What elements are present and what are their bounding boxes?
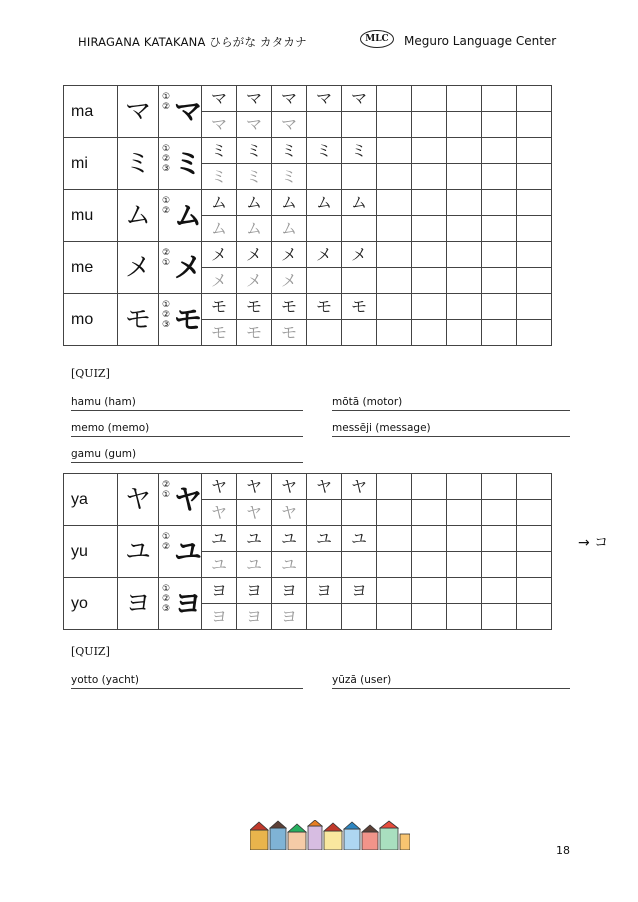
trace-kana: ヤ xyxy=(237,500,272,526)
blank-practice-cell xyxy=(342,500,377,526)
blank-practice-cell xyxy=(517,112,552,138)
blank-practice-cell xyxy=(412,578,447,604)
trace-kana: ヤ xyxy=(272,500,307,526)
blank-practice-cell xyxy=(377,526,412,552)
trace-kana: ミ xyxy=(237,164,272,190)
practice-kana: ミ xyxy=(272,138,307,164)
romaji-label: yu xyxy=(64,526,118,578)
blank-practice-cell xyxy=(412,500,447,526)
page-number: 18 xyxy=(556,844,570,857)
romaji-label: mu xyxy=(64,190,118,242)
blank-practice-cell xyxy=(517,578,552,604)
trace-kana: メ xyxy=(237,268,272,294)
quiz-item: gamu (gum) xyxy=(71,448,303,463)
romaji-label: mo xyxy=(64,294,118,346)
header-center-name: Meguro Language Center xyxy=(404,34,557,48)
kana-row-top xyxy=(64,294,552,320)
blank-practice-cell xyxy=(412,190,447,216)
stroke-order-cell xyxy=(159,578,202,630)
kana-model: ユ xyxy=(118,526,159,578)
stroke-order-kana: メ xyxy=(173,250,202,284)
blank-practice-cell xyxy=(447,294,482,320)
blank-practice-cell xyxy=(377,190,412,216)
blank-practice-cell xyxy=(412,216,447,242)
quiz-label-1: [QUIZ] xyxy=(71,367,110,380)
practice-kana: マ xyxy=(237,86,272,112)
blank-practice-cell xyxy=(377,604,412,630)
practice-kana: ユ xyxy=(342,526,377,552)
blank-practice-cell xyxy=(447,526,482,552)
blank-practice-cell xyxy=(412,552,447,578)
blank-practice-cell xyxy=(517,268,552,294)
blank-practice-cell xyxy=(377,112,412,138)
blank-practice-cell xyxy=(447,164,482,190)
blank-practice-cell xyxy=(517,552,552,578)
stroke-order-numbers: ① ② xyxy=(162,532,171,552)
stroke-order-numbers: ① ② ③ xyxy=(162,300,171,330)
trace-kana: ヤ xyxy=(202,500,237,526)
stroke-order-cell xyxy=(159,190,202,242)
quiz-item: messēji (message) xyxy=(332,422,570,437)
stroke-order-numbers: ② ① xyxy=(162,480,171,500)
trace-kana: モ xyxy=(237,320,272,346)
blank-practice-cell xyxy=(447,190,482,216)
stroke-order-kana: ム xyxy=(173,198,202,232)
trace-kana: メ xyxy=(202,268,237,294)
blank-practice-cell xyxy=(377,474,412,500)
practice-kana: ヨ xyxy=(272,578,307,604)
blank-practice-cell xyxy=(342,552,377,578)
kana-model: ヤ xyxy=(118,474,159,526)
practice-kana: メ xyxy=(307,242,342,268)
quiz-item: yotto (yacht) xyxy=(71,674,303,689)
practice-kana: ム xyxy=(307,190,342,216)
blank-practice-cell xyxy=(377,500,412,526)
blank-practice-cell xyxy=(482,268,517,294)
quiz-item: mōtā (motor) xyxy=(332,396,570,411)
blank-practice-cell xyxy=(482,216,517,242)
blank-practice-cell xyxy=(377,242,412,268)
blank-practice-cell xyxy=(447,242,482,268)
romaji-label: mi xyxy=(64,138,118,190)
blank-practice-cell xyxy=(482,242,517,268)
stroke-order-kana: ヨ xyxy=(173,586,202,620)
blank-practice-cell xyxy=(447,500,482,526)
blank-practice-cell xyxy=(447,112,482,138)
practice-kana: ム xyxy=(237,190,272,216)
practice-kana: ヨ xyxy=(237,578,272,604)
practice-kana: ヨ xyxy=(307,578,342,604)
kana-model: メ xyxy=(118,242,159,294)
trace-kana: マ xyxy=(272,112,307,138)
kana-model: モ xyxy=(118,294,159,346)
practice-kana: ユ xyxy=(272,526,307,552)
town-illustration xyxy=(250,820,410,850)
practice-kana: ユ xyxy=(202,526,237,552)
blank-practice-cell xyxy=(517,500,552,526)
blank-practice-cell xyxy=(517,164,552,190)
blank-practice-cell xyxy=(482,474,517,500)
practice-kana: ヤ xyxy=(202,474,237,500)
blank-practice-cell xyxy=(517,242,552,268)
blank-practice-cell xyxy=(377,216,412,242)
blank-practice-cell xyxy=(412,474,447,500)
blank-practice-cell xyxy=(482,112,517,138)
trace-kana: ム xyxy=(272,216,307,242)
practice-kana: ム xyxy=(272,190,307,216)
practice-kana: ヨ xyxy=(342,578,377,604)
blank-practice-cell xyxy=(517,604,552,630)
blank-practice-cell xyxy=(517,526,552,552)
trace-kana: ヨ xyxy=(272,604,307,630)
blank-practice-cell xyxy=(307,164,342,190)
quiz-item: yūzā (user) xyxy=(332,674,570,689)
blank-practice-cell xyxy=(482,86,517,112)
blank-practice-cell xyxy=(307,500,342,526)
trace-kana: ヨ xyxy=(202,604,237,630)
practice-kana: モ xyxy=(202,294,237,320)
blank-practice-cell xyxy=(307,552,342,578)
kana-row-top xyxy=(64,86,552,112)
blank-practice-cell xyxy=(412,526,447,552)
blank-practice-cell xyxy=(447,86,482,112)
kana-row-top xyxy=(64,138,552,164)
trace-kana: マ xyxy=(237,112,272,138)
blank-practice-cell xyxy=(412,242,447,268)
blank-practice-cell xyxy=(482,164,517,190)
stroke-order-kana: モ xyxy=(173,302,202,336)
trace-kana: モ xyxy=(202,320,237,346)
practice-kana: モ xyxy=(307,294,342,320)
blank-practice-cell xyxy=(447,138,482,164)
blank-practice-cell xyxy=(307,216,342,242)
practice-kana: ヤ xyxy=(237,474,272,500)
stroke-order-cell xyxy=(159,86,202,138)
stroke-order-numbers: ① ② ③ xyxy=(162,144,171,174)
trace-kana: モ xyxy=(272,320,307,346)
blank-practice-cell xyxy=(412,112,447,138)
blank-practice-cell xyxy=(412,138,447,164)
blank-practice-cell xyxy=(377,164,412,190)
practice-kana: メ xyxy=(272,242,307,268)
practice-kana: ミ xyxy=(342,138,377,164)
practice-kana: マ xyxy=(342,86,377,112)
kana-model: マ xyxy=(118,86,159,138)
stroke-order-numbers: ② ① xyxy=(162,248,171,268)
stroke-order-cell xyxy=(159,138,202,190)
practice-kana: メ xyxy=(237,242,272,268)
blank-practice-cell xyxy=(342,320,377,346)
practice-kana: ミ xyxy=(202,138,237,164)
practice-kana: ユ xyxy=(307,526,342,552)
blank-practice-cell xyxy=(517,86,552,112)
blank-practice-cell xyxy=(517,474,552,500)
blank-practice-cell xyxy=(517,138,552,164)
blank-practice-cell xyxy=(342,216,377,242)
trace-kana: マ xyxy=(202,112,237,138)
practice-kana: モ xyxy=(342,294,377,320)
blank-practice-cell xyxy=(482,320,517,346)
kana-model: ヨ xyxy=(118,578,159,630)
blank-practice-cell xyxy=(447,604,482,630)
practice-kana: ム xyxy=(342,190,377,216)
blank-practice-cell xyxy=(482,500,517,526)
blank-practice-cell xyxy=(412,86,447,112)
blank-practice-cell xyxy=(342,164,377,190)
stroke-order-numbers: ① ② ③ xyxy=(162,584,171,614)
practice-kana: ミ xyxy=(237,138,272,164)
blank-practice-cell xyxy=(482,294,517,320)
trace-kana: ム xyxy=(237,216,272,242)
romaji-label: ma xyxy=(64,86,118,138)
stroke-order-cell xyxy=(159,474,202,526)
blank-practice-cell xyxy=(517,216,552,242)
blank-practice-cell xyxy=(482,138,517,164)
practice-kana: ヤ xyxy=(272,474,307,500)
romaji-label: yo xyxy=(64,578,118,630)
blank-practice-cell xyxy=(412,164,447,190)
blank-practice-cell xyxy=(377,138,412,164)
blank-practice-cell xyxy=(517,294,552,320)
blank-practice-cell xyxy=(482,552,517,578)
blank-practice-cell xyxy=(412,604,447,630)
practice-kana: マ xyxy=(202,86,237,112)
kana-model: ム xyxy=(118,190,159,242)
practice-kana: ヤ xyxy=(342,474,377,500)
kana-row-top xyxy=(64,190,552,216)
kana-row-top xyxy=(64,474,552,500)
practice-kana: メ xyxy=(342,242,377,268)
mlc-logo: MLC xyxy=(360,30,394,48)
trace-kana: メ xyxy=(272,268,307,294)
kana-row-top xyxy=(64,578,552,604)
trace-kana: ユ xyxy=(202,552,237,578)
practice-kana: ヨ xyxy=(202,578,237,604)
blank-practice-cell xyxy=(342,268,377,294)
stroke-order-kana: ヤ xyxy=(173,482,202,516)
blank-practice-cell xyxy=(517,190,552,216)
practice-kana: モ xyxy=(272,294,307,320)
practice-kana: マ xyxy=(307,86,342,112)
practice-kana: ム xyxy=(202,190,237,216)
blank-practice-cell xyxy=(307,112,342,138)
blank-practice-cell xyxy=(482,578,517,604)
practice-kana: メ xyxy=(202,242,237,268)
practice-kana: ヤ xyxy=(307,474,342,500)
blank-practice-cell xyxy=(412,320,447,346)
stroke-order-cell xyxy=(159,294,202,346)
trace-kana: ミ xyxy=(272,164,307,190)
stroke-order-cell xyxy=(159,242,202,294)
blank-practice-cell xyxy=(482,190,517,216)
blank-practice-cell xyxy=(377,320,412,346)
blank-practice-cell xyxy=(377,578,412,604)
stroke-order-kana: ユ xyxy=(173,534,202,568)
header-title: HIRAGANA KATAKANA ひらがな カタカナ xyxy=(78,35,307,49)
trace-kana: ユ xyxy=(237,552,272,578)
quiz-item: hamu (ham) xyxy=(71,396,303,411)
kana-practice-grid-y xyxy=(63,473,552,630)
blank-practice-cell xyxy=(447,552,482,578)
blank-practice-cell xyxy=(307,268,342,294)
practice-kana: ミ xyxy=(307,138,342,164)
blank-practice-cell xyxy=(447,578,482,604)
practice-kana: モ xyxy=(237,294,272,320)
blank-practice-cell xyxy=(377,268,412,294)
blank-practice-cell xyxy=(412,268,447,294)
romaji-label: me xyxy=(64,242,118,294)
romaji-label: ya xyxy=(64,474,118,526)
blank-practice-cell xyxy=(412,294,447,320)
kana-model: ミ xyxy=(118,138,159,190)
blank-practice-cell xyxy=(342,112,377,138)
kana-practice-grid-m xyxy=(63,85,552,346)
blank-practice-cell xyxy=(447,474,482,500)
quiz-label-2: [QUIZ] xyxy=(71,645,110,658)
blank-practice-cell xyxy=(342,604,377,630)
trace-kana: ユ xyxy=(272,552,307,578)
blank-practice-cell xyxy=(377,86,412,112)
blank-practice-cell xyxy=(307,320,342,346)
practice-kana: マ xyxy=(272,86,307,112)
blank-practice-cell xyxy=(482,604,517,630)
blank-practice-cell xyxy=(447,320,482,346)
trace-kana: ヨ xyxy=(237,604,272,630)
quiz-item: memo (memo) xyxy=(71,422,303,437)
blank-practice-cell xyxy=(447,216,482,242)
side-note: → コ xyxy=(578,535,609,551)
blank-practice-cell xyxy=(482,526,517,552)
stroke-order-kana: ミ xyxy=(173,146,202,180)
kana-row-top xyxy=(64,526,552,552)
stroke-order-kana: マ xyxy=(173,94,202,128)
trace-kana: ミ xyxy=(202,164,237,190)
blank-practice-cell xyxy=(377,294,412,320)
trace-kana: ム xyxy=(202,216,237,242)
stroke-order-numbers: ① ② xyxy=(162,196,171,216)
blank-practice-cell xyxy=(307,604,342,630)
stroke-order-cell xyxy=(159,526,202,578)
blank-practice-cell xyxy=(517,320,552,346)
stroke-order-numbers: ① ② xyxy=(162,92,171,112)
practice-kana: ユ xyxy=(237,526,272,552)
kana-row-top xyxy=(64,242,552,268)
blank-practice-cell xyxy=(377,552,412,578)
blank-practice-cell xyxy=(447,268,482,294)
